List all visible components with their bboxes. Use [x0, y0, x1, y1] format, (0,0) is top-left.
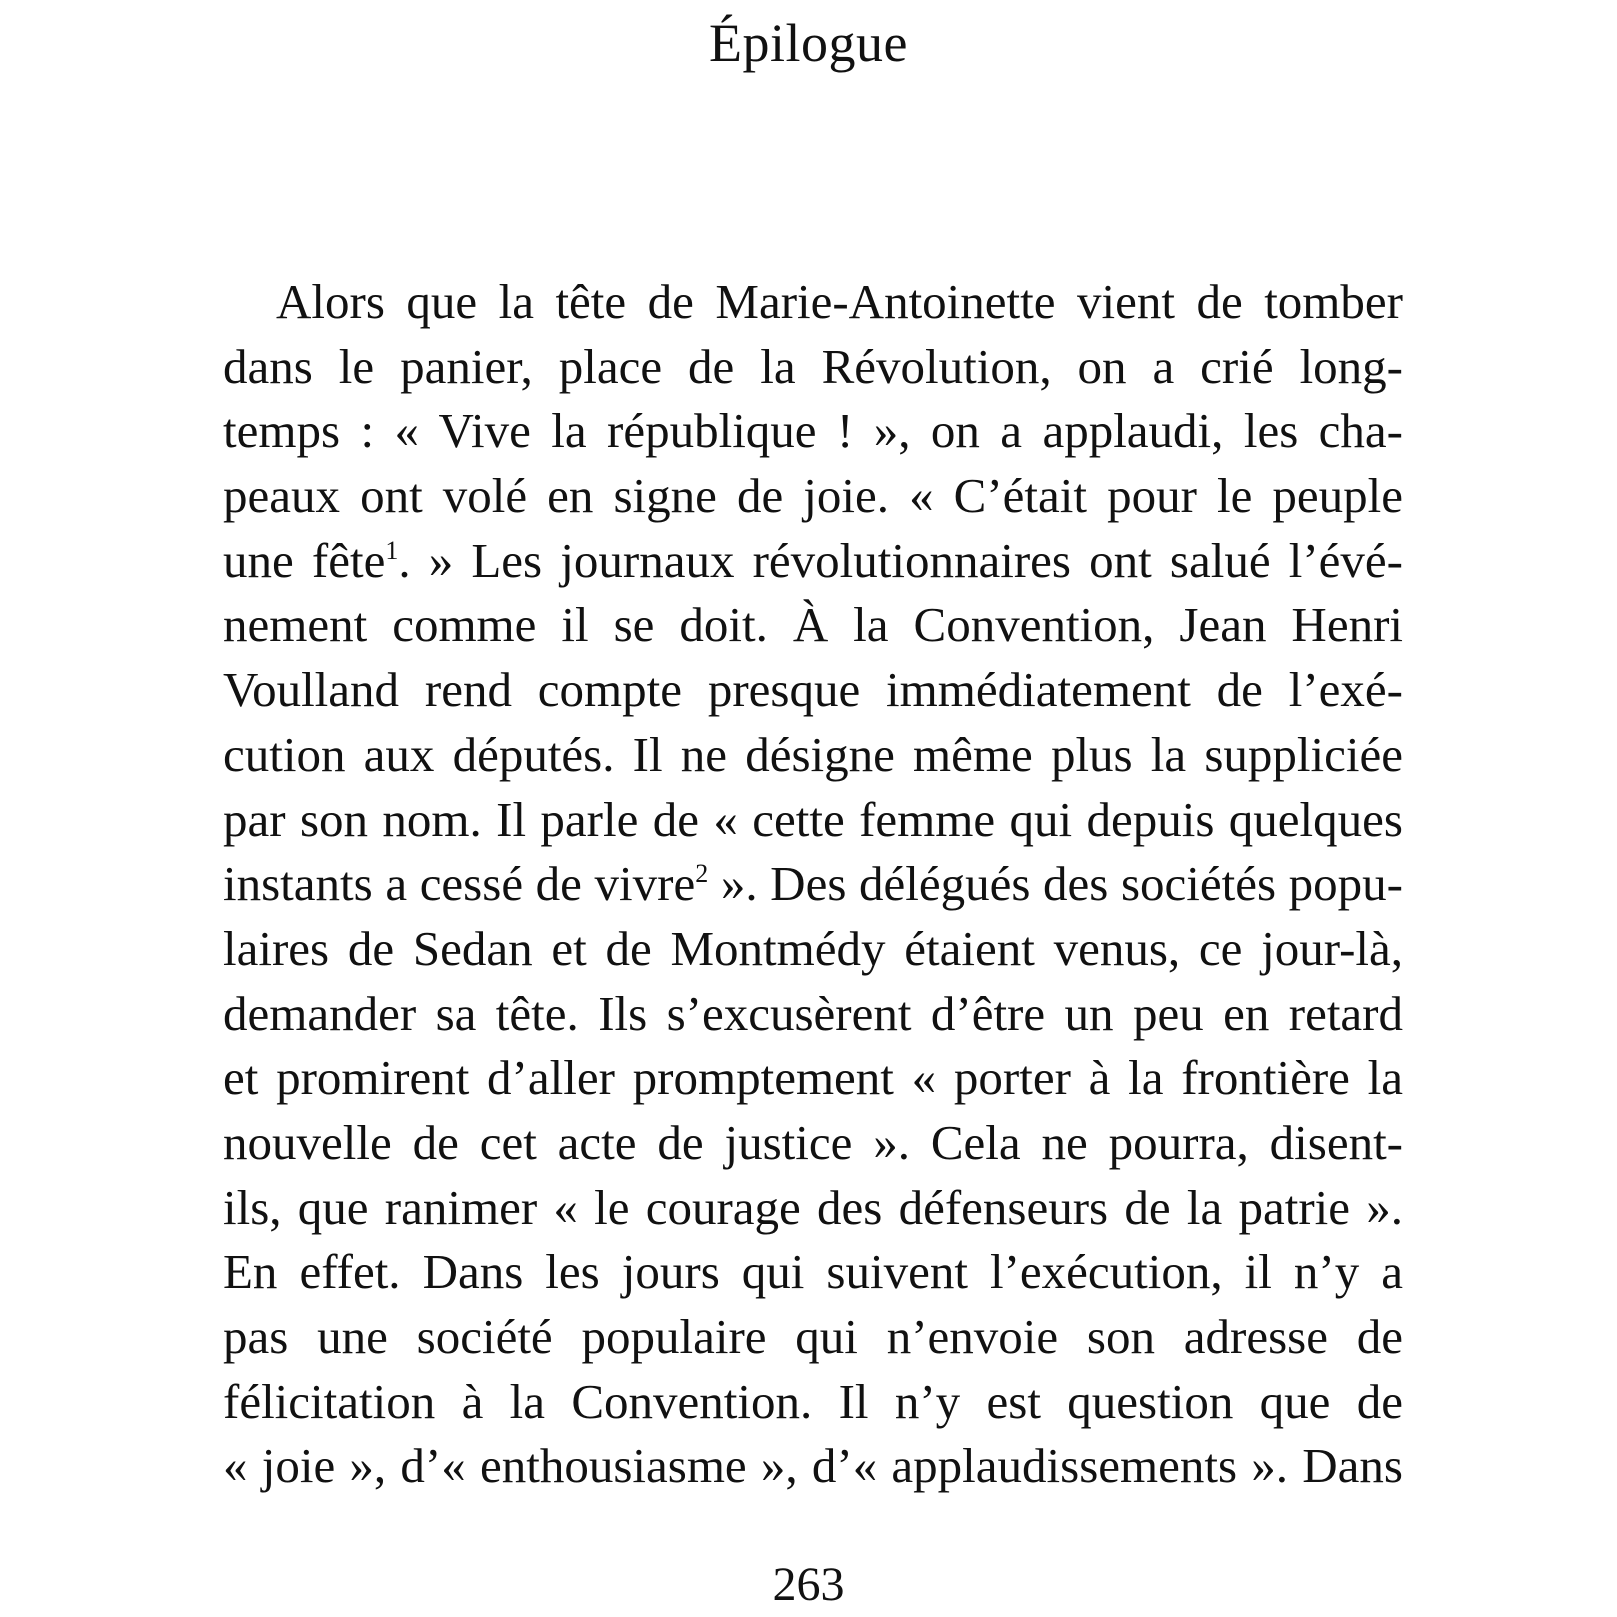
- text-line: [223, 529, 1403, 594]
- text-segment: instants a cessé de vivre: [223, 856, 696, 912]
- text-segment: une fête: [223, 532, 386, 588]
- text-line: nouvelle de cet acte de justice ». Cela ne pourra, disent-: [223, 1114, 1403, 1170]
- text-line: Voulland rend compte presque immédiatement de l’exé-: [223, 662, 1403, 718]
- footnote-marker: 2: [695, 859, 709, 889]
- text-line: temps : « Vive la république ! », on a applaudi, les cha-: [223, 403, 1403, 459]
- text-line: [223, 852, 1403, 917]
- chapter-title: Épilogue: [709, 13, 908, 73]
- text-line: « joie », d’« enthousiasme », d’« applaudissements ». Dans: [223, 1438, 1403, 1494]
- text-line: demander sa tête. Ils s’excusèrent d’être un peu en retard: [223, 985, 1403, 1041]
- text-line: pas une société populaire qui n’envoie son adresse de: [223, 1309, 1403, 1364]
- text-line: peaux ont volé en signe de joie. « C’était pour le peuple: [223, 468, 1403, 524]
- text-line: ils, que ranimer « le courage des défenseurs de la patrie ».: [223, 1179, 1403, 1235]
- text-segment: . » Les journaux révolutionnaires ont salué l’évé-: [398, 532, 1403, 588]
- text-line: dans le panier, place de la Révolution, on a crié long-: [223, 338, 1403, 394]
- text-line: Alors que la tête de Marie-Antoinette vient de tomber: [276, 274, 1403, 329]
- text-line: En effet. Dans les jours qui suivent l’exécution, il n’y a: [223, 1244, 1403, 1300]
- text-line: par son nom. Il parle de « cette femme qui depuis quelques: [223, 791, 1403, 847]
- text-line: nement comme il se doit. À la Convention, Jean Henri: [223, 597, 1403, 653]
- page-number: 263: [772, 1558, 845, 1611]
- footnote-marker: 1: [385, 535, 399, 565]
- text-line: et promirent d’aller promptement « porter à la frontière la: [223, 1050, 1403, 1106]
- body-paragraph: [223, 270, 1403, 1499]
- text-line: cution aux députés. Il ne désigne même plus la suppliciée: [223, 726, 1403, 782]
- text-line: félicitation à la Convention. Il n’y est question que de: [223, 1373, 1403, 1429]
- text-line: laires de Sedan et de Montmédy étaient venus, ce jour-là,: [223, 920, 1403, 976]
- text-segment: ». Des délégués des sociétés popu-: [708, 856, 1403, 912]
